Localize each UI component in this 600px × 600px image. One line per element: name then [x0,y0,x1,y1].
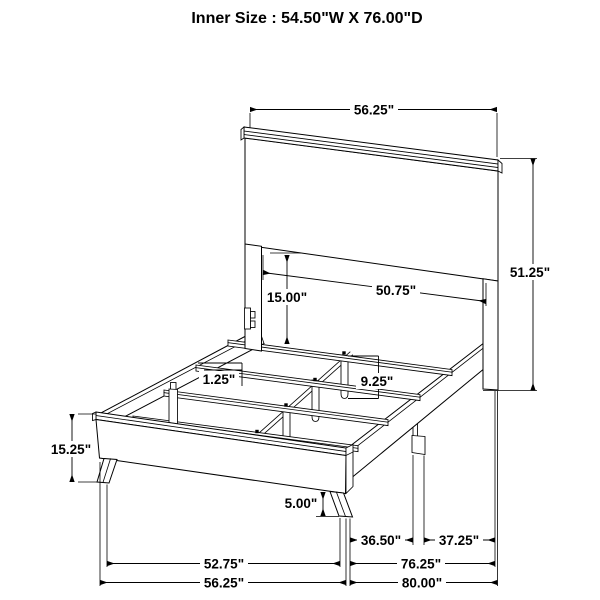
dim-front-to-center-leg: 36.50" [360,533,402,548]
footboard-right-edge [346,445,353,494]
page-title: Inner Size : 54.50"W X 76.00"D [191,10,423,27]
dim-rail-leg-span: 76.25" [400,556,442,572]
dim-headboard-panel-width: 50.75" [375,283,417,298]
dim-overall-depth: 80.00" [401,575,443,591]
dim-slat-thickness: 1.25" [202,372,236,387]
dim-panel-to-rail: 15.00" [266,290,308,305]
dim-footboard-height: 15.25" [50,442,92,457]
slat-fastener-dots [255,351,345,433]
dim-headboard-width: 56.25" [353,102,395,118]
center-support-rail [250,352,353,444]
headboard-right-leg [483,279,498,390]
dim-center-to-rear-leg: 37.25" [438,533,480,548]
center-support-legs [283,355,348,448]
dim-headboard-height: 51.25" [509,265,551,280]
headboard [241,127,502,281]
dim-footboard-leg-span: 52.75" [203,556,245,572]
headboard-left-leg [245,244,262,351]
dim-footboard-leg-height: 5.00" [284,496,318,511]
dim-footboard-width: 56.25" [203,575,245,591]
dim-center-leg-height: 9.25" [360,374,394,389]
left-rail-mid-leg [169,383,178,425]
